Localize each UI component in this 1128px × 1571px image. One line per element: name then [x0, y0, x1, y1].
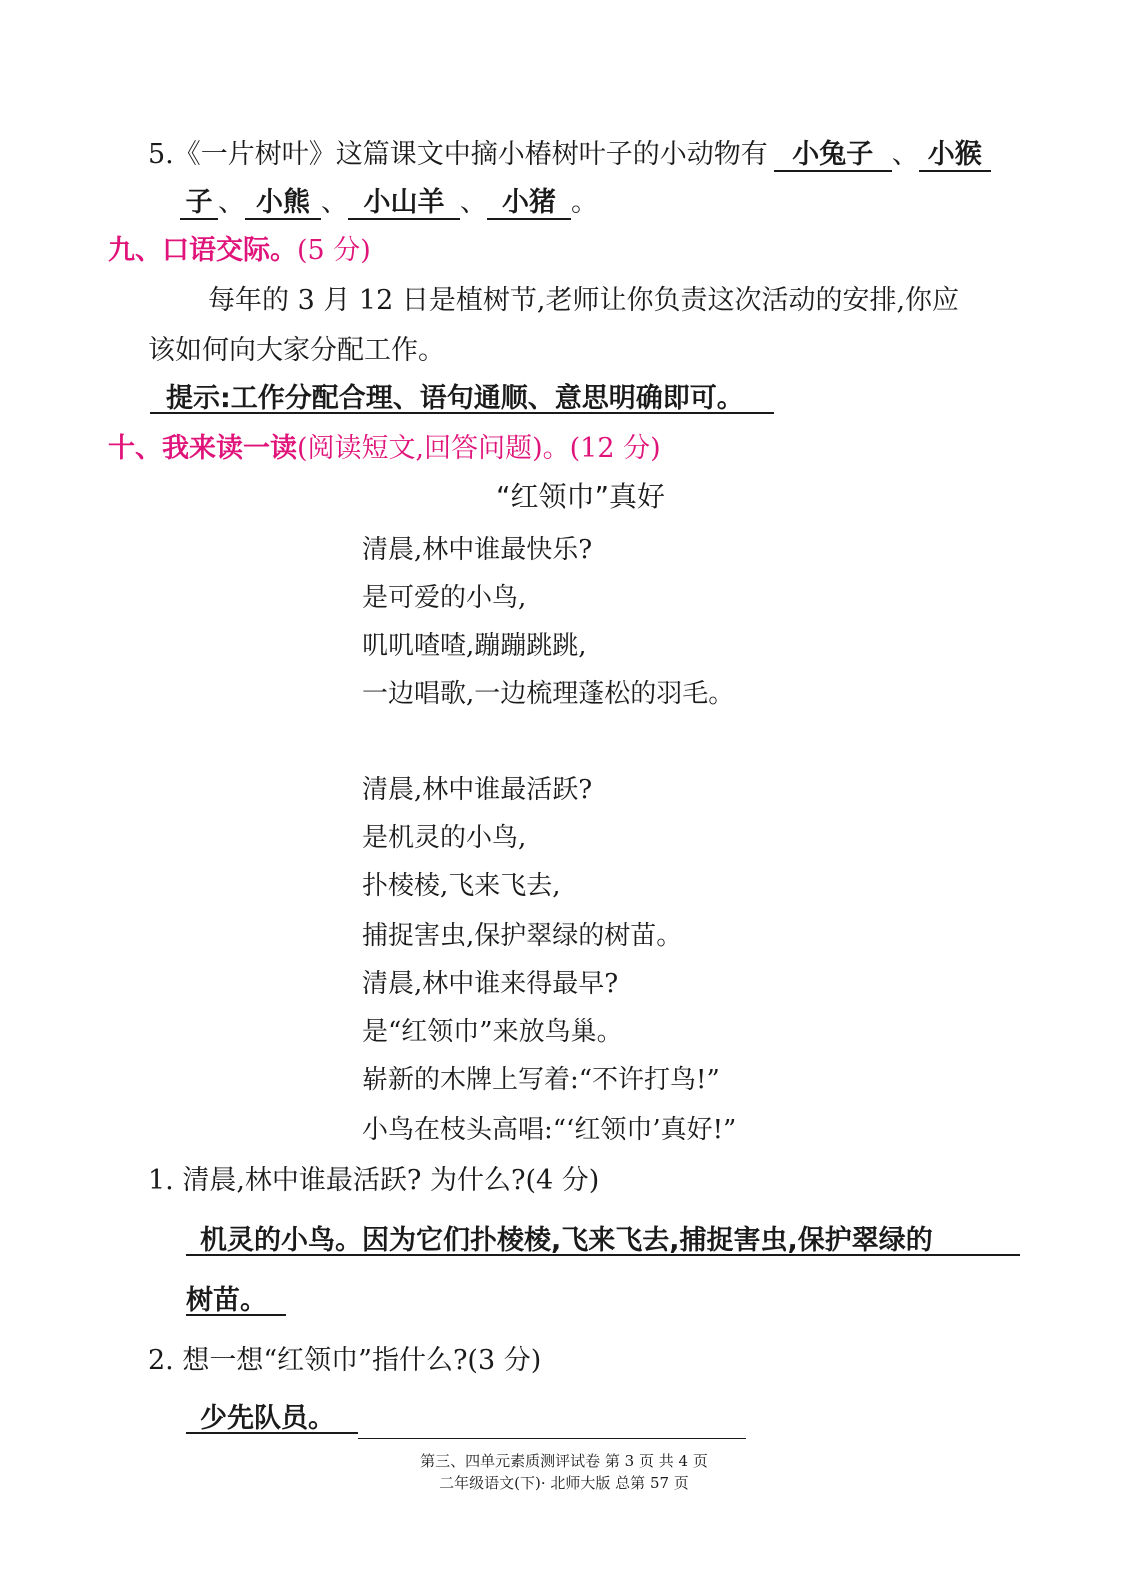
- q5-answer-5: 小山羊: [348, 188, 460, 220]
- q5-sep: 、: [321, 187, 348, 218]
- footer-line2: 二年级语文(下)· 北师大版 总第 57 页: [439, 1474, 689, 1492]
- poem-line-5: 清晨,林中谁最活跃?: [362, 775, 593, 805]
- q5-answer-1: 小兔子: [774, 140, 892, 172]
- section9-title: 九、口语交际。: [108, 235, 297, 266]
- section9-hint: 提示:工作分配合理、语句通顺、意思明确即可。: [166, 383, 744, 414]
- section9-hint-underline: [150, 412, 774, 414]
- poem-line-10: 是“红领巾”来放鸟巢。: [362, 1017, 623, 1047]
- poem-line-1: 清晨,林中谁最快乐?: [362, 535, 593, 565]
- q5-sep: 、: [460, 187, 487, 218]
- q1-answer-underline1: [186, 1254, 1020, 1256]
- q5-answer-6: 小猪: [487, 188, 571, 220]
- q1-question: 1. 清晨,林中谁最活跃? 为什么?(4 分): [148, 1165, 600, 1196]
- q1-answer-line2: 树苗。: [186, 1285, 267, 1316]
- q5-answer-3: 子: [180, 188, 218, 220]
- q5-sep: 、: [218, 187, 245, 218]
- poem-title: “红领巾”真好: [496, 480, 666, 513]
- poem-line-3: 叽叽喳喳,蹦蹦跳跳,: [362, 631, 587, 661]
- q1-answer-underline2: [186, 1314, 286, 1316]
- q5-sep: 、: [891, 139, 919, 170]
- q5-answer-4: 小熊: [245, 188, 321, 220]
- q5-line1: [148, 138, 991, 172]
- section9-score: (5 分): [297, 235, 371, 266]
- section9-prompt-line1: 每年的 3 月 12 日是植树节,老师让你负责这次活动的安排,你应: [208, 285, 960, 316]
- poem-line-11: 崭新的木牌上写着:“不许打鸟!”: [362, 1065, 720, 1095]
- poem-line-4: 一边唱歌,一边梳理蓬松的羽毛。: [362, 679, 735, 709]
- poem-line-8: 捕捉害虫,保护翠绿的树苗。: [362, 921, 683, 951]
- q5-end: 。: [571, 187, 598, 218]
- section10-title: 十、我来读一读: [108, 433, 297, 464]
- section9-prompt-line2: 该如何向大家分配工作。: [148, 335, 445, 366]
- poem-line-6: 是机灵的小鸟,: [362, 823, 527, 853]
- poem-line-9: 清晨,林中谁来得最早?: [362, 969, 619, 999]
- q1-answer-line1: 机灵的小鸟。因为它们扑棱棱,飞来飞去,捕捉害虫,保护翠绿的: [200, 1225, 933, 1256]
- poem-line-2: 是可爱的小鸟,: [362, 583, 527, 613]
- q2-answer-underline: [186, 1432, 358, 1434]
- poem-line-12: 小鸟在枝头高唱:“‘红领巾’真好!”: [362, 1115, 737, 1145]
- q5-prefix: 5.《一片树叶》这篇课文中摘小椿树叶子的小动物有: [148, 139, 768, 170]
- footer-line1: 第三、四单元素质测评试卷 第 3 页 共 4 页: [420, 1452, 708, 1470]
- q5-answer-2: 小猴: [919, 140, 991, 172]
- footer-rule: [358, 1438, 746, 1439]
- section10-sub: (阅读短文,回答问题)。(12 分): [297, 433, 661, 464]
- section9-heading: [108, 234, 371, 268]
- q5-line2: [180, 186, 598, 220]
- q2-answer: 少先队员。: [200, 1403, 335, 1434]
- q2-question: 2. 想一想“红领巾”指什么?(3 分): [148, 1345, 542, 1376]
- poem-line-7: 扑棱棱,飞来飞去,: [362, 871, 561, 901]
- section10-heading: [108, 432, 661, 466]
